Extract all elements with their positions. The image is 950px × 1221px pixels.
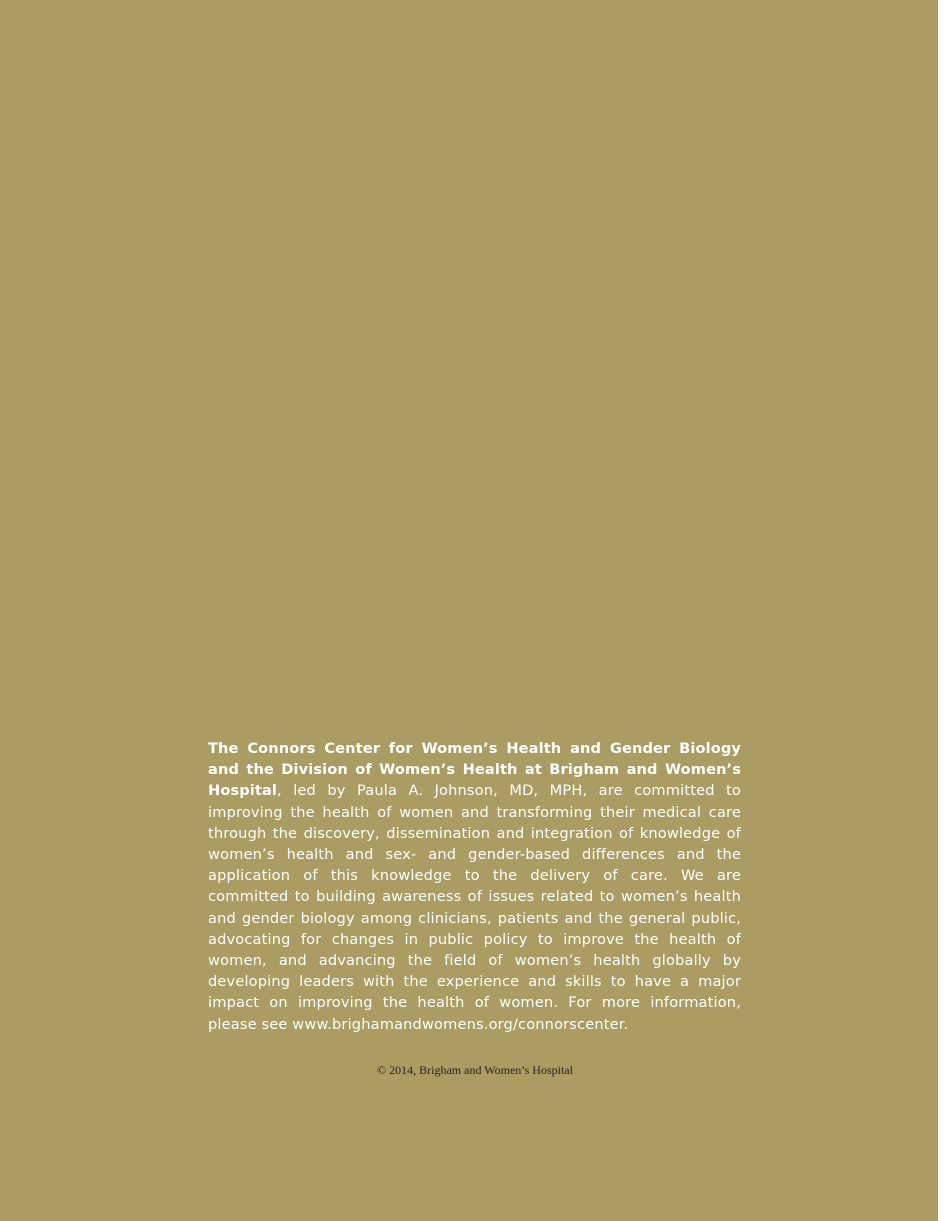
page-edge-margin xyxy=(938,0,950,1221)
about-lead-bold: The Connors Center for Women’s Health and Gender Biology and the Division of Women’s Health at Brigham and Women’s Hospital xyxy=(208,740,741,800)
about-paragraph xyxy=(208,738,741,1035)
about-body: , led by Paula A. Johnson, MD, MPH, are committed to improving the health of women and transforming their medical care through the discovery, dissemination and integration of knowledge of women’s health and sex- and gender-based differences and the application of this knowledge to the delivery of care. We are committed to building awareness of issues related to women’s health and gender biology among clinicians, patients and the general public, advocating for changes in public policy to improve the health of women, and advancing the field of women’s health globally by developing leaders with the experience and skills to have a major impact on improving the health of women. For more information, please see www.brighamandwomens.org/connorscenter. xyxy=(208,782,741,1033)
copyright-notice: © 2014, Brigham and Women’s Hospital xyxy=(377,1063,573,1077)
